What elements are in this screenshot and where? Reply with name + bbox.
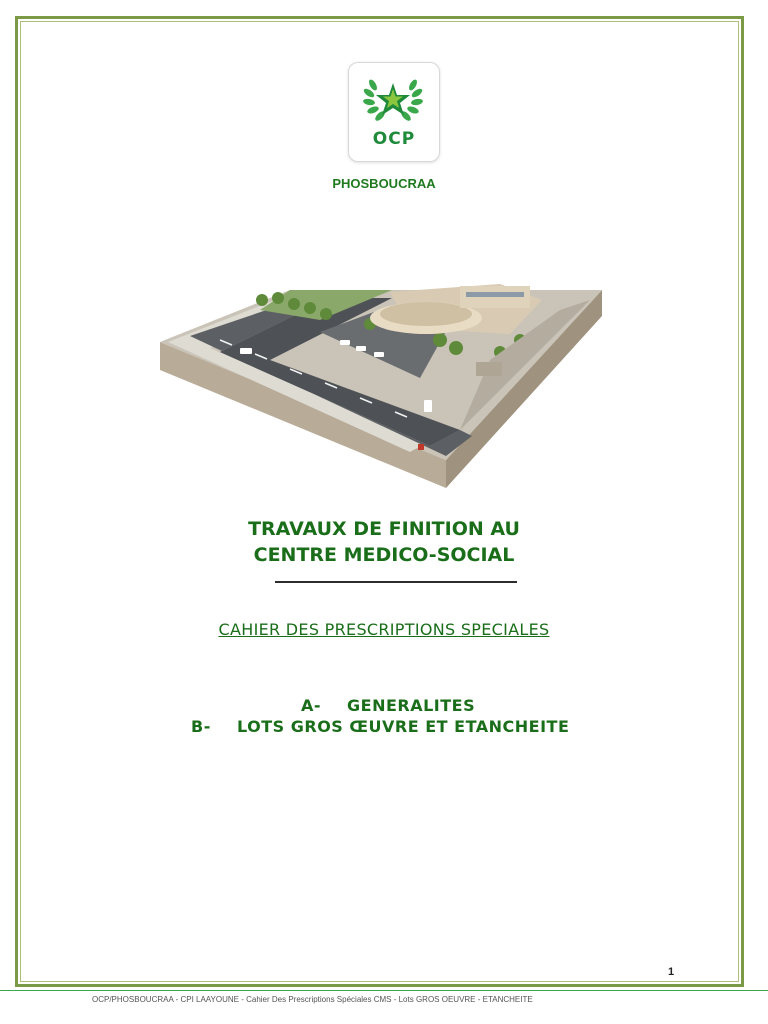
title-line-1: TRAVAUX DE FINITION AU — [248, 518, 520, 540]
section-item — [301, 696, 475, 715]
title-underline — [275, 581, 517, 583]
logo-text: OCP — [372, 129, 416, 149]
footer-text: OCP/PHOSBOUCRAA - CPI LAAYOUNE - Cahier Des Prescriptions Spéciales CMS - Lots GROS OEUVRE - ETANCHEITE — [92, 995, 533, 1004]
page-number: 1 — [668, 966, 675, 978]
footer-divider — [0, 990, 768, 991]
section-item — [191, 717, 569, 736]
section-label: GENERALITES — [347, 696, 476, 715]
company-name: PHOSBOUCRAA — [332, 176, 436, 191]
section-label: LOTS GROS ŒUVRE ET ETANCHEITE — [237, 717, 570, 736]
ocp-star-wreath-icon — [359, 71, 427, 131]
document-subtitle: CAHIER DES PRESCRIPTIONS SPECIALES — [218, 620, 550, 639]
document-title — [0, 516, 768, 568]
section-letter: B- — [191, 717, 211, 736]
site-rendering-image — [160, 270, 610, 498]
section-letter: A- — [301, 696, 322, 715]
ocp-logo — [348, 62, 440, 162]
title-line-2: CENTRE MEDICO-SOCIAL — [253, 544, 515, 566]
